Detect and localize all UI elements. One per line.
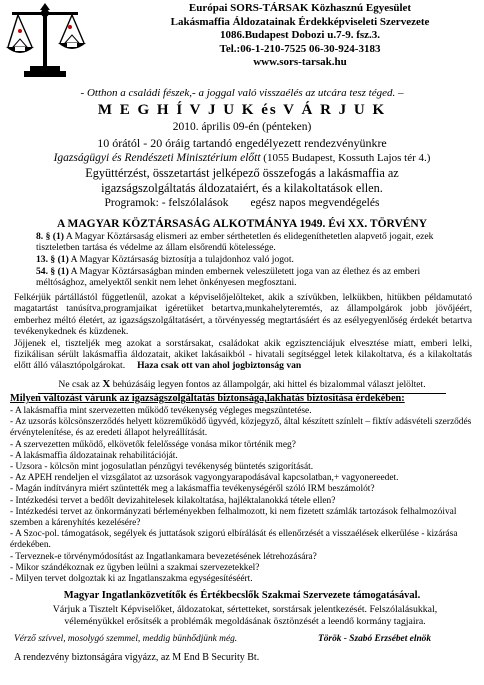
event-time: 10 órától - 20 óráig tartandó engedélyezett rendezvényünkre — [97, 136, 387, 150]
list-item: - Magán indítványra miért szüntették meg a lakásmaffia tevékenységéről szóló IRM beszámolót? — [10, 484, 375, 495]
vote-x-mark: X — [102, 378, 111, 390]
location-address: (1055 Budapest, Kossuth Lajos tér 4.) — [260, 152, 431, 164]
security-note: A rendezvény biztonságára vigyázz, az M End B Security Bt. — [14, 652, 260, 663]
list-item: - Uzsora - kölcsön mint jogosulatlan pénzügyi tevékenység büntetés szigorítását. — [10, 462, 314, 473]
event-location — [0, 152, 484, 164]
article-8 — [36, 231, 456, 254]
legal-security-slogan: Haza csak ott van ahol jogbiztonság van — [137, 360, 302, 372]
list-item: - Az uzsorás kölcsönszerződés helyett közreműködő ügyvéd, közjegyző, által készített színlelt – fiktív adásvételi szerződés érvénytelenítése, és az eredeti állapot helyreállítását. — [10, 417, 472, 439]
expected-changes-title: Milyen változást várunk az igazságszolgáltatás biztonsága,lakhatás biztosítása érdekében: — [10, 393, 405, 404]
list-item: - A Szoc-pol. támogatások, segélyek és juttatások szigorú elbírálását és ellenőrzését a visszaélések elkerülése - kizárása érdekében. — [10, 529, 458, 551]
article-54-number: 54. § (1) — [36, 266, 69, 277]
list-item: - Milyen tervet dolgoztak ki az Ingatlanszakma egységesítéséért. — [10, 574, 253, 585]
org-name: Európai SORS-TÁRSAK Közhasznú Egyesület — [188, 2, 412, 14]
list-item: - A szervezetten működő, elkövetők felelőssége vonása mikor történik meg? — [10, 439, 296, 450]
program-line — [0, 197, 484, 209]
article-8-number: 8. § (1) — [36, 231, 64, 242]
vote-line — [0, 378, 484, 390]
org-subtitle: Lakásmaffia Áldozatainak Érdekképviseleti Szervezete — [170, 15, 430, 28]
appeal-text — [14, 292, 472, 372]
purpose-line-1: Együttérzést, összetartást jelképező összefogás a lakásmaffia az — [85, 166, 399, 180]
article-13-text: A Magyar Köztársaság biztosítja a tulajdonhoz való jogot. — [68, 254, 294, 265]
list-item: - Terveznek-e törvénymódosítást az Ingatlankamara bevezetésének létrehozására? — [10, 551, 317, 562]
location-name: Igazságügyi és Rendészeti Minisztérium előtt — [53, 152, 261, 164]
list-item: - Intézkedési tervet a bedőlt devizahitelesek kilakoltatása, hajléktalanokká tétele ellen? — [10, 495, 336, 506]
appeal-paragraph-2-text: Jöjjenek el, tiszteljék meg azokat a sorstársakat, családokat akik egzisztenciájuk elvesztése miatt, emberi lelki, fizikálisan sérült lakásmaffia áldozatait, akiket lakásaikból - hivatali segítséggel letek kilakoltatva, és a kilakoltatás előtt álló választópolgárokat. — [14, 337, 472, 372]
invitation-title: M E G H Í V J U K és V Á R J U K — [97, 102, 387, 118]
list-item: - Az APEH rendeljen el vizsgálatot az uzsorások vagyongyarapodásával kapcsolatban,+ vagyonereedet. — [10, 473, 399, 484]
constitution-title: A MAGYAR KÖZTÁRSASÁG ALKOTMÁNYA 1949. Évi XX. TÖRVÉNY — [56, 218, 428, 230]
list-item: - A lakásmaffia mint szervezetten működő tevékenység végleges megszüntetése. — [10, 406, 312, 416]
vote-line-post: behúzásáig legyen fontos az állampolgár, aki hittel és bizalommal választ jelöltet. — [110, 379, 426, 390]
org-website: www.sors-tarsak.hu — [253, 56, 347, 69]
purpose-line-2: igazságszolgáltatás áldozataiért, és a kilakoltatások ellen. — [101, 181, 383, 195]
article-54 — [36, 266, 456, 289]
article-54-text: A Magyar Köztársaságban minden embernek veleszületett joga van az élethez és az emberi méltósághoz, amelyektől senkit nem lehet önkényesen megfosztani. — [36, 266, 421, 289]
program-speeches: Programok: - felszólalások — [104, 197, 229, 209]
article-13 — [36, 254, 456, 265]
event-purpose — [0, 166, 484, 196]
expected-changes — [10, 393, 475, 585]
support-title: Magyar Ingatlanközvetítők és Értékbecslők Szakmai Szervezete támogatásával. — [63, 590, 421, 601]
org-phone: Tel.:06-1-210-7525 06-30-924-3183 — [219, 42, 381, 55]
appeal-paragraph-2 — [14, 338, 472, 372]
signature: Török - Szabó Erzsébet elnök — [318, 634, 432, 644]
closing-line: Vérző szívvel, mosolygó szemmel, meddig bünhődjünk még. — [14, 634, 238, 644]
event-date: 2010. április 09-én (pénteken) — [172, 121, 312, 133]
motto: - Otthon a családi fészek,- a joggal való visszaélés az utcára tesz téged. – — [80, 87, 404, 99]
vote-line-pre: Ne csak az — [58, 379, 103, 390]
org-address: 1086.Budapest Dobozi u.7-9. fsz.3. — [219, 29, 381, 42]
organization-header — [150, 2, 450, 70]
program-hospitality: egész napos megvendégelés — [250, 197, 380, 209]
article-8-text: A Magyar Köztársaság elismeri az ember sérthetetlen és elidegeníthetetlen alapvető jogait, ezek tiszteletben tartása és védelme az állam elsőrendű kötelessége. — [36, 231, 434, 254]
appeal-paragraph-1: Felkérjük pártállástól függetlenül, azokat a képviselőjelölteket, akik a szívükben, lelkükben, hitükben példamutató magatartást tanúsítva,programjaikat igéretüket betartva,munkahelyteremtés, az állampolgárok jobb jövőjéért, emberhez méltó életért, az igazságszolgáltatásért, a törvényesség megtartásáért és az esélyegyenlőség érdekét betartva tevékenykednek és küzdenek. — [14, 292, 472, 338]
list-item: - A lakásmaffia áldozatainak rehabilitációját. — [10, 450, 178, 461]
support-text: Várjuk a Tisztelt Képviselőket, áldozatokat, sértetteket, sorstársak jelentkezését. Felszólalásukkal, véleményükkel erősítsék a problémák megoldásának ösztönzését a leendő kormány tagjaira. — [52, 604, 438, 627]
scales-logo-icon — [4, 3, 86, 83]
list-item: - Intézkedési tervet az önkormányzati bérleményekben felhalmozott, ki nem fizetett számlák tartozások felhalmozóival szemben a kárenyhítés kezelésére? — [10, 506, 457, 529]
list-item: - Mikor szándékoznak ez ügyben leülni a szakmai szervezetekkel? — [10, 562, 260, 573]
article-13-number: 13. § (1) — [36, 254, 69, 265]
